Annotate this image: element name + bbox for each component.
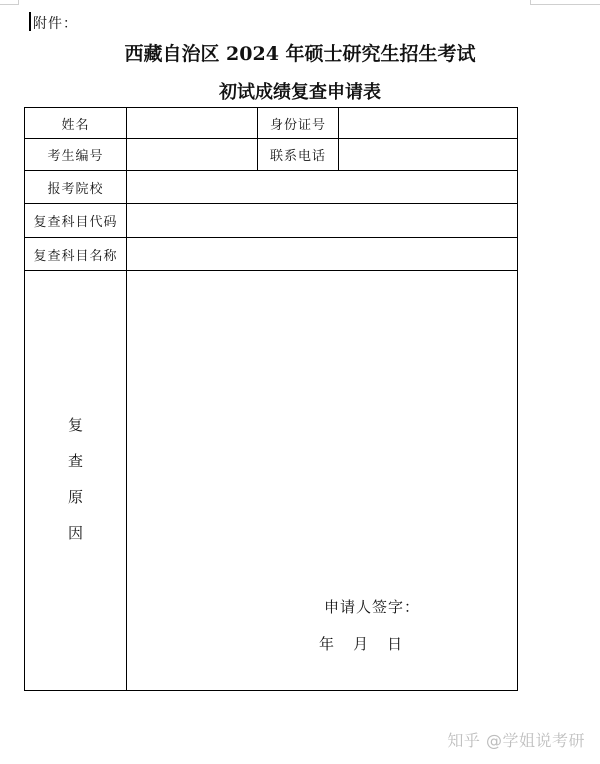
subject-name-field[interactable] xyxy=(127,238,518,271)
page-corner-mark-right xyxy=(530,0,600,5)
subject-code-field[interactable] xyxy=(127,204,518,238)
form-row-exam-number xyxy=(25,139,518,171)
id-number-field[interactable] xyxy=(339,108,518,139)
text-cursor xyxy=(29,12,31,31)
reason-label xyxy=(25,416,126,542)
form-row-reason xyxy=(25,271,518,691)
page-corner-tick-right xyxy=(530,0,531,5)
id-number-label: 身份证号 xyxy=(258,108,339,139)
subject-name-label: 复查科目名称 xyxy=(25,238,127,271)
reason-label-cell xyxy=(25,271,127,691)
document-title: 西藏自治区 2024 年硕士研究生招生考试 xyxy=(124,43,476,65)
signature-label: 申请人签字： xyxy=(324,598,421,616)
exam-number-label: 考生编号 xyxy=(25,139,127,171)
name-label: 姓名 xyxy=(25,108,127,139)
reason-label-char: 复 xyxy=(67,416,83,434)
subject-code-label: 复查科目代码 xyxy=(25,204,127,238)
reason-label-char: 因 xyxy=(67,524,83,542)
reason-field[interactable] xyxy=(127,271,518,691)
school-field[interactable] xyxy=(127,171,518,204)
reason-label-char: 原 xyxy=(67,488,83,506)
name-field[interactable] xyxy=(127,108,258,139)
exam-number-field[interactable] xyxy=(127,139,258,171)
page-corner-tick-left xyxy=(18,0,19,5)
form-row-school xyxy=(25,171,518,204)
school-label: 报考院校 xyxy=(25,171,127,204)
attachment-label: 附件： xyxy=(33,16,78,32)
form-row-subject-code xyxy=(25,204,518,238)
page-corner-mark-left xyxy=(0,0,18,5)
application-form-table xyxy=(24,107,518,691)
phone-label: 联系电话 xyxy=(258,139,339,171)
reason-label-char: 查 xyxy=(67,452,83,470)
form-row-name xyxy=(25,108,518,139)
document-subtitle: 初试成绩复查申请表 xyxy=(219,82,381,103)
date-line: 年 月 日 xyxy=(319,635,403,653)
form-row-subject-name xyxy=(25,238,518,271)
phone-field[interactable] xyxy=(339,139,518,171)
watermark: 知乎 @学姐说考研 xyxy=(447,731,585,750)
